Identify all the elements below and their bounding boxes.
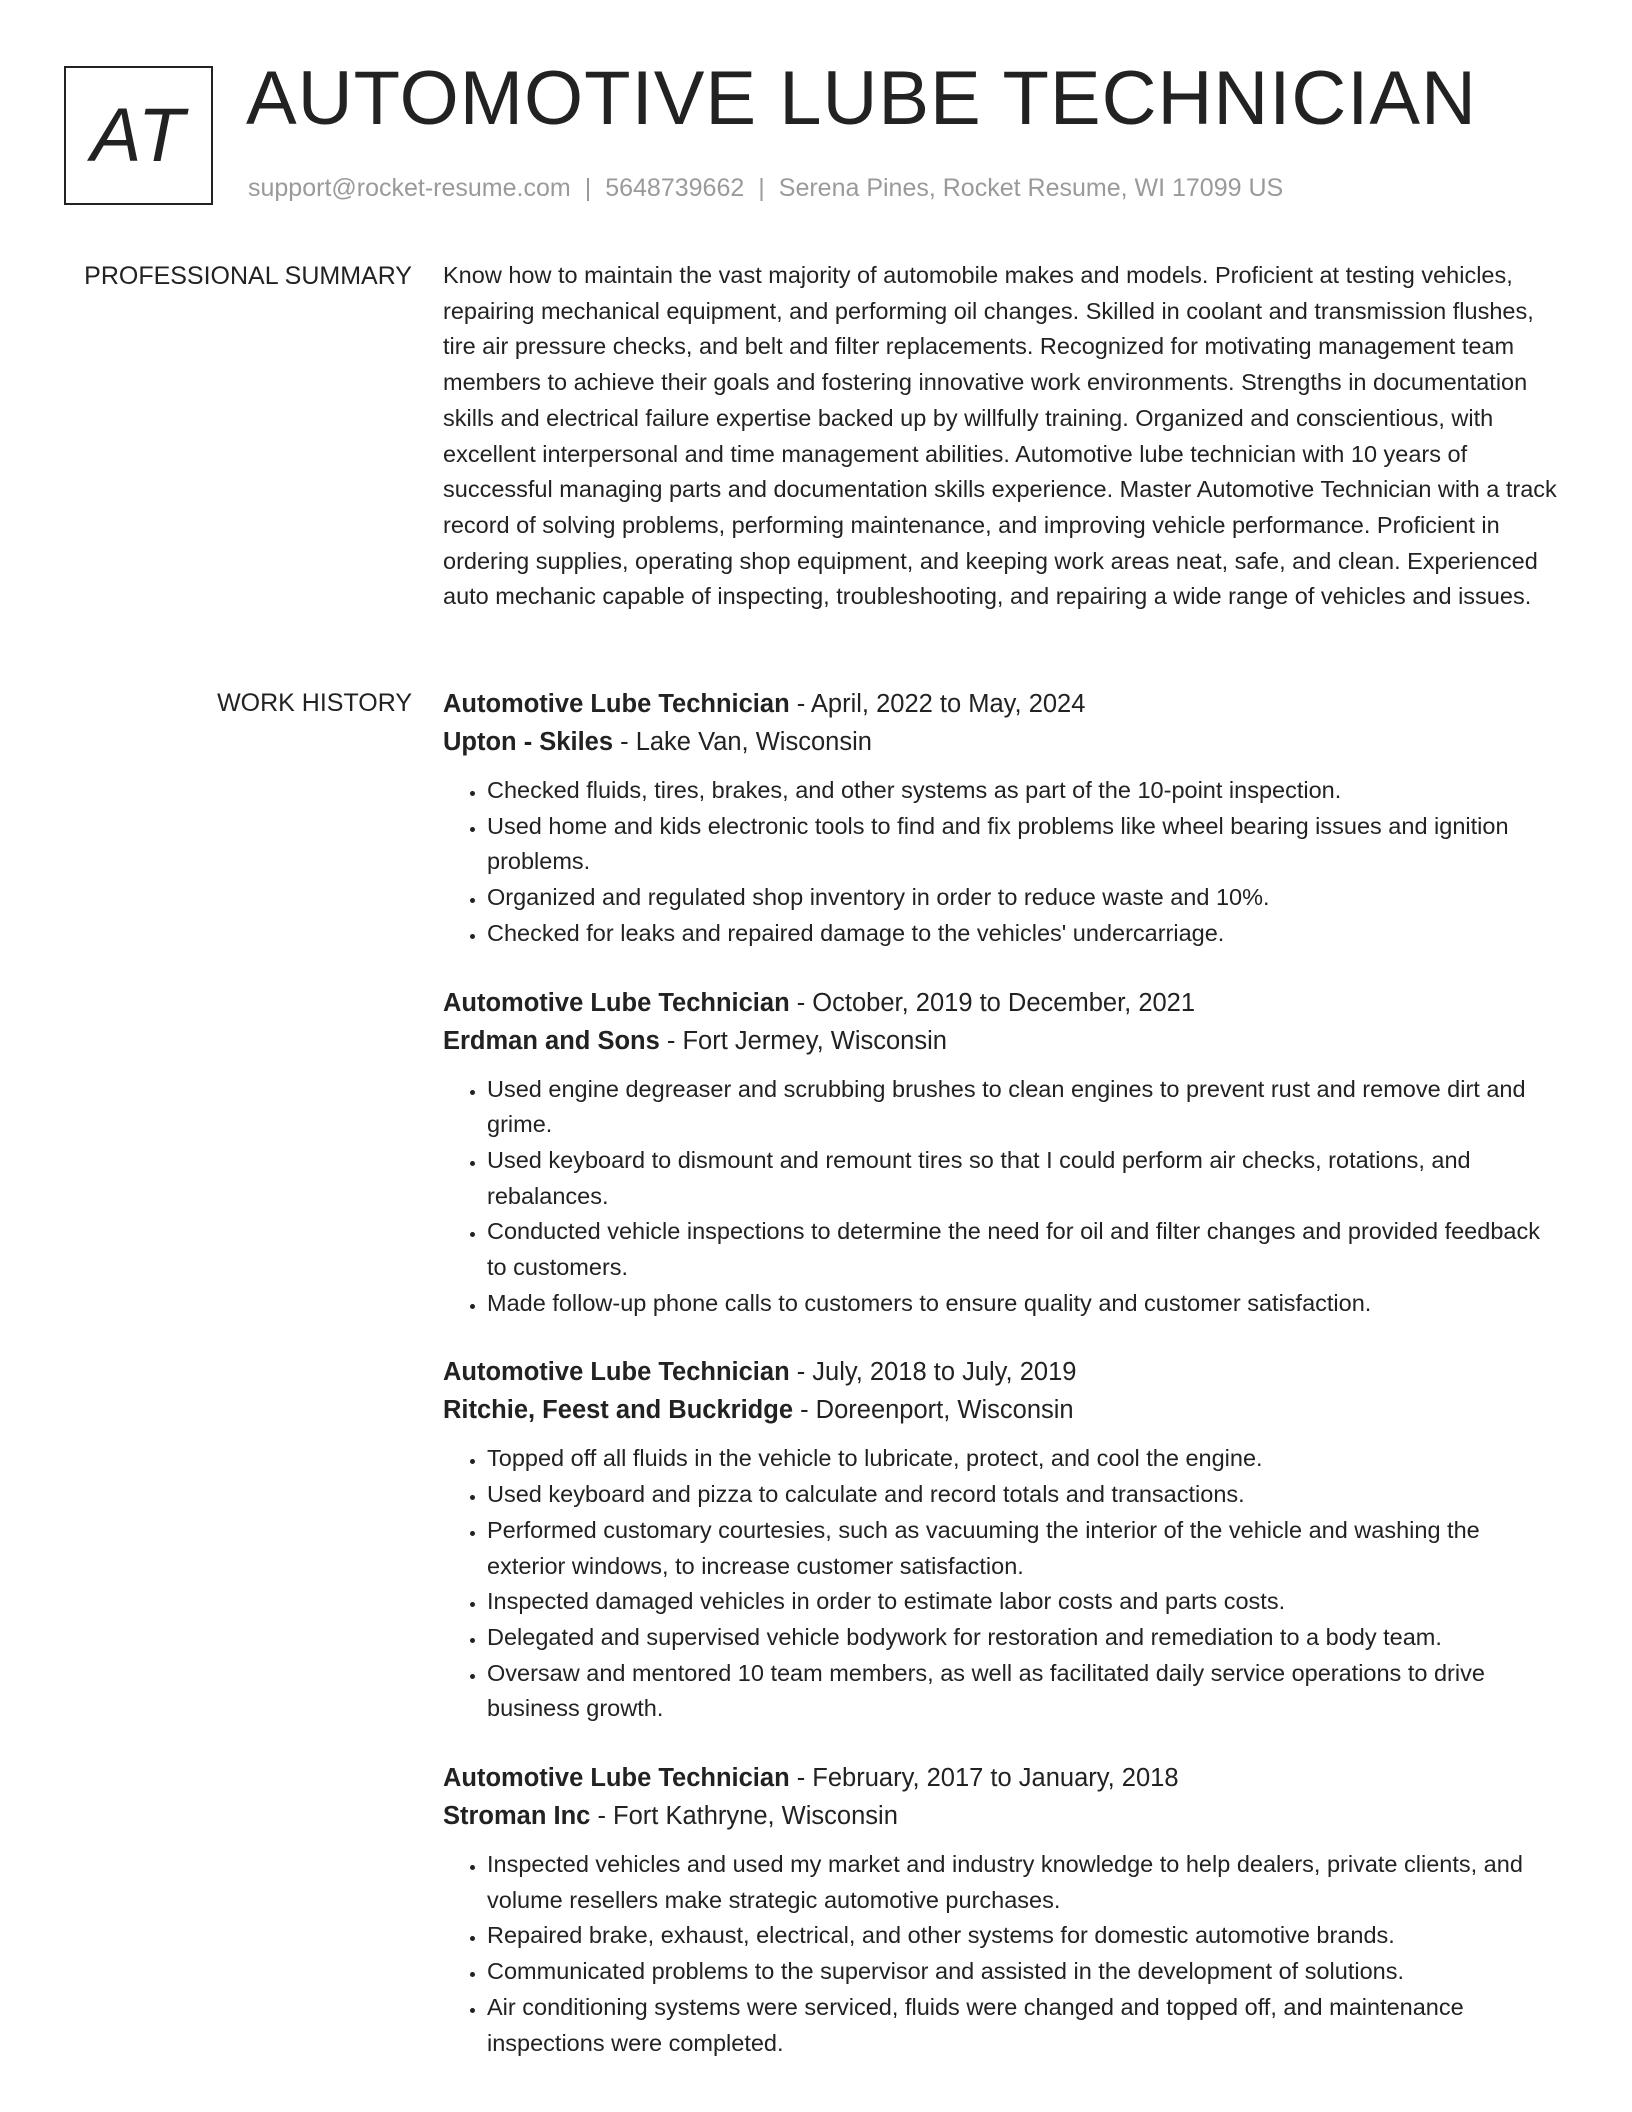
job-title-line	[443, 1353, 1558, 1391]
section-label-work-history: WORK HISTORY	[217, 689, 412, 717]
job-bullet: • Topped off all fluids in the vehicle to lubricate, protect, and cool the engine.	[487, 1441, 1558, 1477]
job-company: Ritchie, Feest and Buckridge	[443, 1396, 794, 1425]
job-location: - Doreenport, Wisconsin	[793, 1396, 1074, 1425]
job-bullet: • Used home and kids electronic tools to find and fix problems like wheel bearing issues and ignition problems.	[487, 809, 1558, 880]
job-location: - Fort Jermey, Wisconsin	[659, 1026, 947, 1055]
job-bullet: • Checked for leaks and repaired damage to the vehicles' undercarriage.	[487, 916, 1558, 952]
job-entry	[443, 1353, 1558, 1727]
contact-separator: |	[758, 174, 765, 202]
job-dates: - July, 2018 to July, 2019	[789, 1358, 1077, 1387]
contact-address: Serena Pines, Rocket Resume, WI 17099 US	[778, 174, 1284, 202]
job-company: Stroman Inc	[443, 1802, 591, 1831]
job-bullet: • Communicated problems to the supervisor and assisted in the development of solutions.	[487, 1954, 1558, 1990]
section-label-summary: PROFESSIONAL SUMMARY	[84, 262, 412, 290]
job-company-line	[443, 1022, 1558, 1060]
work-history-body	[443, 685, 1558, 2093]
monogram-initials: AT	[90, 93, 187, 178]
job-bullet: • Inspected vehicles and used my market and industry knowledge to help dealers, private clients, and volume resellers make strategic automotive purchases.	[487, 1847, 1558, 1918]
job-title: Automotive Lube Technician	[443, 690, 790, 718]
job-bullet: • Repaired brake, exhaust, electrical, and other systems for domestic automotive brands.	[487, 1918, 1558, 1954]
candidate-name: AUTOMOTIVE LUBE TECHNICIAN	[246, 56, 1477, 141]
job-bullet: • Performed customary courtesies, such as vacuuming the interior of the vehicle and washing the exterior windows, to increase customer satisfaction.	[487, 1513, 1558, 1584]
job-company: Upton - Skiles	[443, 728, 614, 756]
summary-body	[443, 258, 1558, 615]
job-bullet-list	[443, 1441, 1558, 1727]
job-bullet: • Delegated and supervised vehicle bodywork for restoration and remediation to a body team.	[487, 1620, 1558, 1656]
job-dates: - February, 2017 to January, 2018	[789, 1764, 1179, 1793]
job-bullet-list	[443, 773, 1558, 952]
job-dates: - April, 2022 to May, 2024	[789, 690, 1086, 718]
job-title: Automotive Lube Technician	[443, 1764, 790, 1793]
job-location: - Fort Kathryne, Wisconsin	[590, 1802, 898, 1831]
job-title-line	[443, 1759, 1558, 1797]
job-company-line	[443, 1797, 1558, 1835]
job-bullet-list	[443, 1072, 1558, 1322]
job-location: - Lake Van, Wisconsin	[613, 728, 872, 756]
contact-phone: 5648739662	[605, 174, 745, 202]
contact-email: support@rocket-resume.com	[248, 174, 571, 202]
job-bullet-list	[443, 1847, 1558, 2061]
job-dates: - October, 2019 to December, 2021	[789, 988, 1196, 1017]
job-bullet: • Used keyboard to dismount and remount tires so that I could perform air checks, rotations, and rebalances.	[487, 1143, 1558, 1214]
job-title-line	[443, 685, 1558, 723]
job-bullet: • Organized and regulated shop inventory in order to reduce waste and 10%.	[487, 880, 1558, 916]
job-bullet: • Air conditioning systems were serviced, fluids were changed and topped off, and maintenance inspections were completed.	[487, 1990, 1558, 2061]
job-title: Automotive Lube Technician	[443, 988, 790, 1017]
job-title: Automotive Lube Technician	[443, 1358, 790, 1387]
job-title-line	[443, 984, 1558, 1022]
job-company: Erdman and Sons	[443, 1026, 660, 1055]
job-bullet: • Used keyboard and pizza to calculate and record totals and transactions.	[487, 1477, 1558, 1513]
job-company-line	[443, 723, 1558, 761]
job-bullet: • Made follow-up phone calls to customers to ensure quality and customer satisfaction.	[487, 1286, 1558, 1322]
job-company-line	[443, 1391, 1558, 1429]
job-entry	[443, 685, 1558, 952]
job-entry	[443, 984, 1558, 1322]
summary-text: Know how to maintain the vast majority of automobile makes and models. Proficient at testing vehicles, repairing mechanical equipment, and performing oil changes. Skilled in coolant and transmission flushes, tire air pressure checks, and belt and filter replacements. Recognized for motivating management team members to achieve their goals and fostering innovative work environments. Strengths in documentation skills and electrical failure expertise backed up by willfully training. Organized and conscientious, with excellent interpersonal and time management abilities. Automotive lube technician with 10 years of successful managing parts and documentation skills experience. Master Automotive Technician with a track record of solving problems, performing maintenance, and improving vehicle performance. Proficient in ordering supplies, operating shop equipment, and keeping work areas neat, safe, and clean. Experienced auto mechanic capable of inspecting, troubleshooting, and repairing a wide range of vehicles and issues.	[443, 262, 1557, 610]
job-entry	[443, 1759, 1558, 2061]
monogram-box	[64, 66, 213, 205]
job-bullet: • Checked fluids, tires, brakes, and other systems as part of the 10-point inspection.	[487, 773, 1558, 809]
job-bullet: • Used engine degreaser and scrubbing brushes to clean engines to prevent rust and remove dirt and grime.	[487, 1072, 1558, 1143]
job-bullet: • Inspected damaged vehicles in order to estimate labor costs and parts costs.	[487, 1584, 1558, 1620]
contact-separator: |	[584, 174, 592, 202]
contact-line	[248, 174, 1283, 203]
job-bullet: • Conducted vehicle inspections to determine the need for oil and filter changes and provided feedback to customers.	[487, 1214, 1558, 1285]
job-bullet: • Oversaw and mentored 10 team members, as well as facilitated daily service operations to drive business growth.	[487, 1656, 1558, 1727]
